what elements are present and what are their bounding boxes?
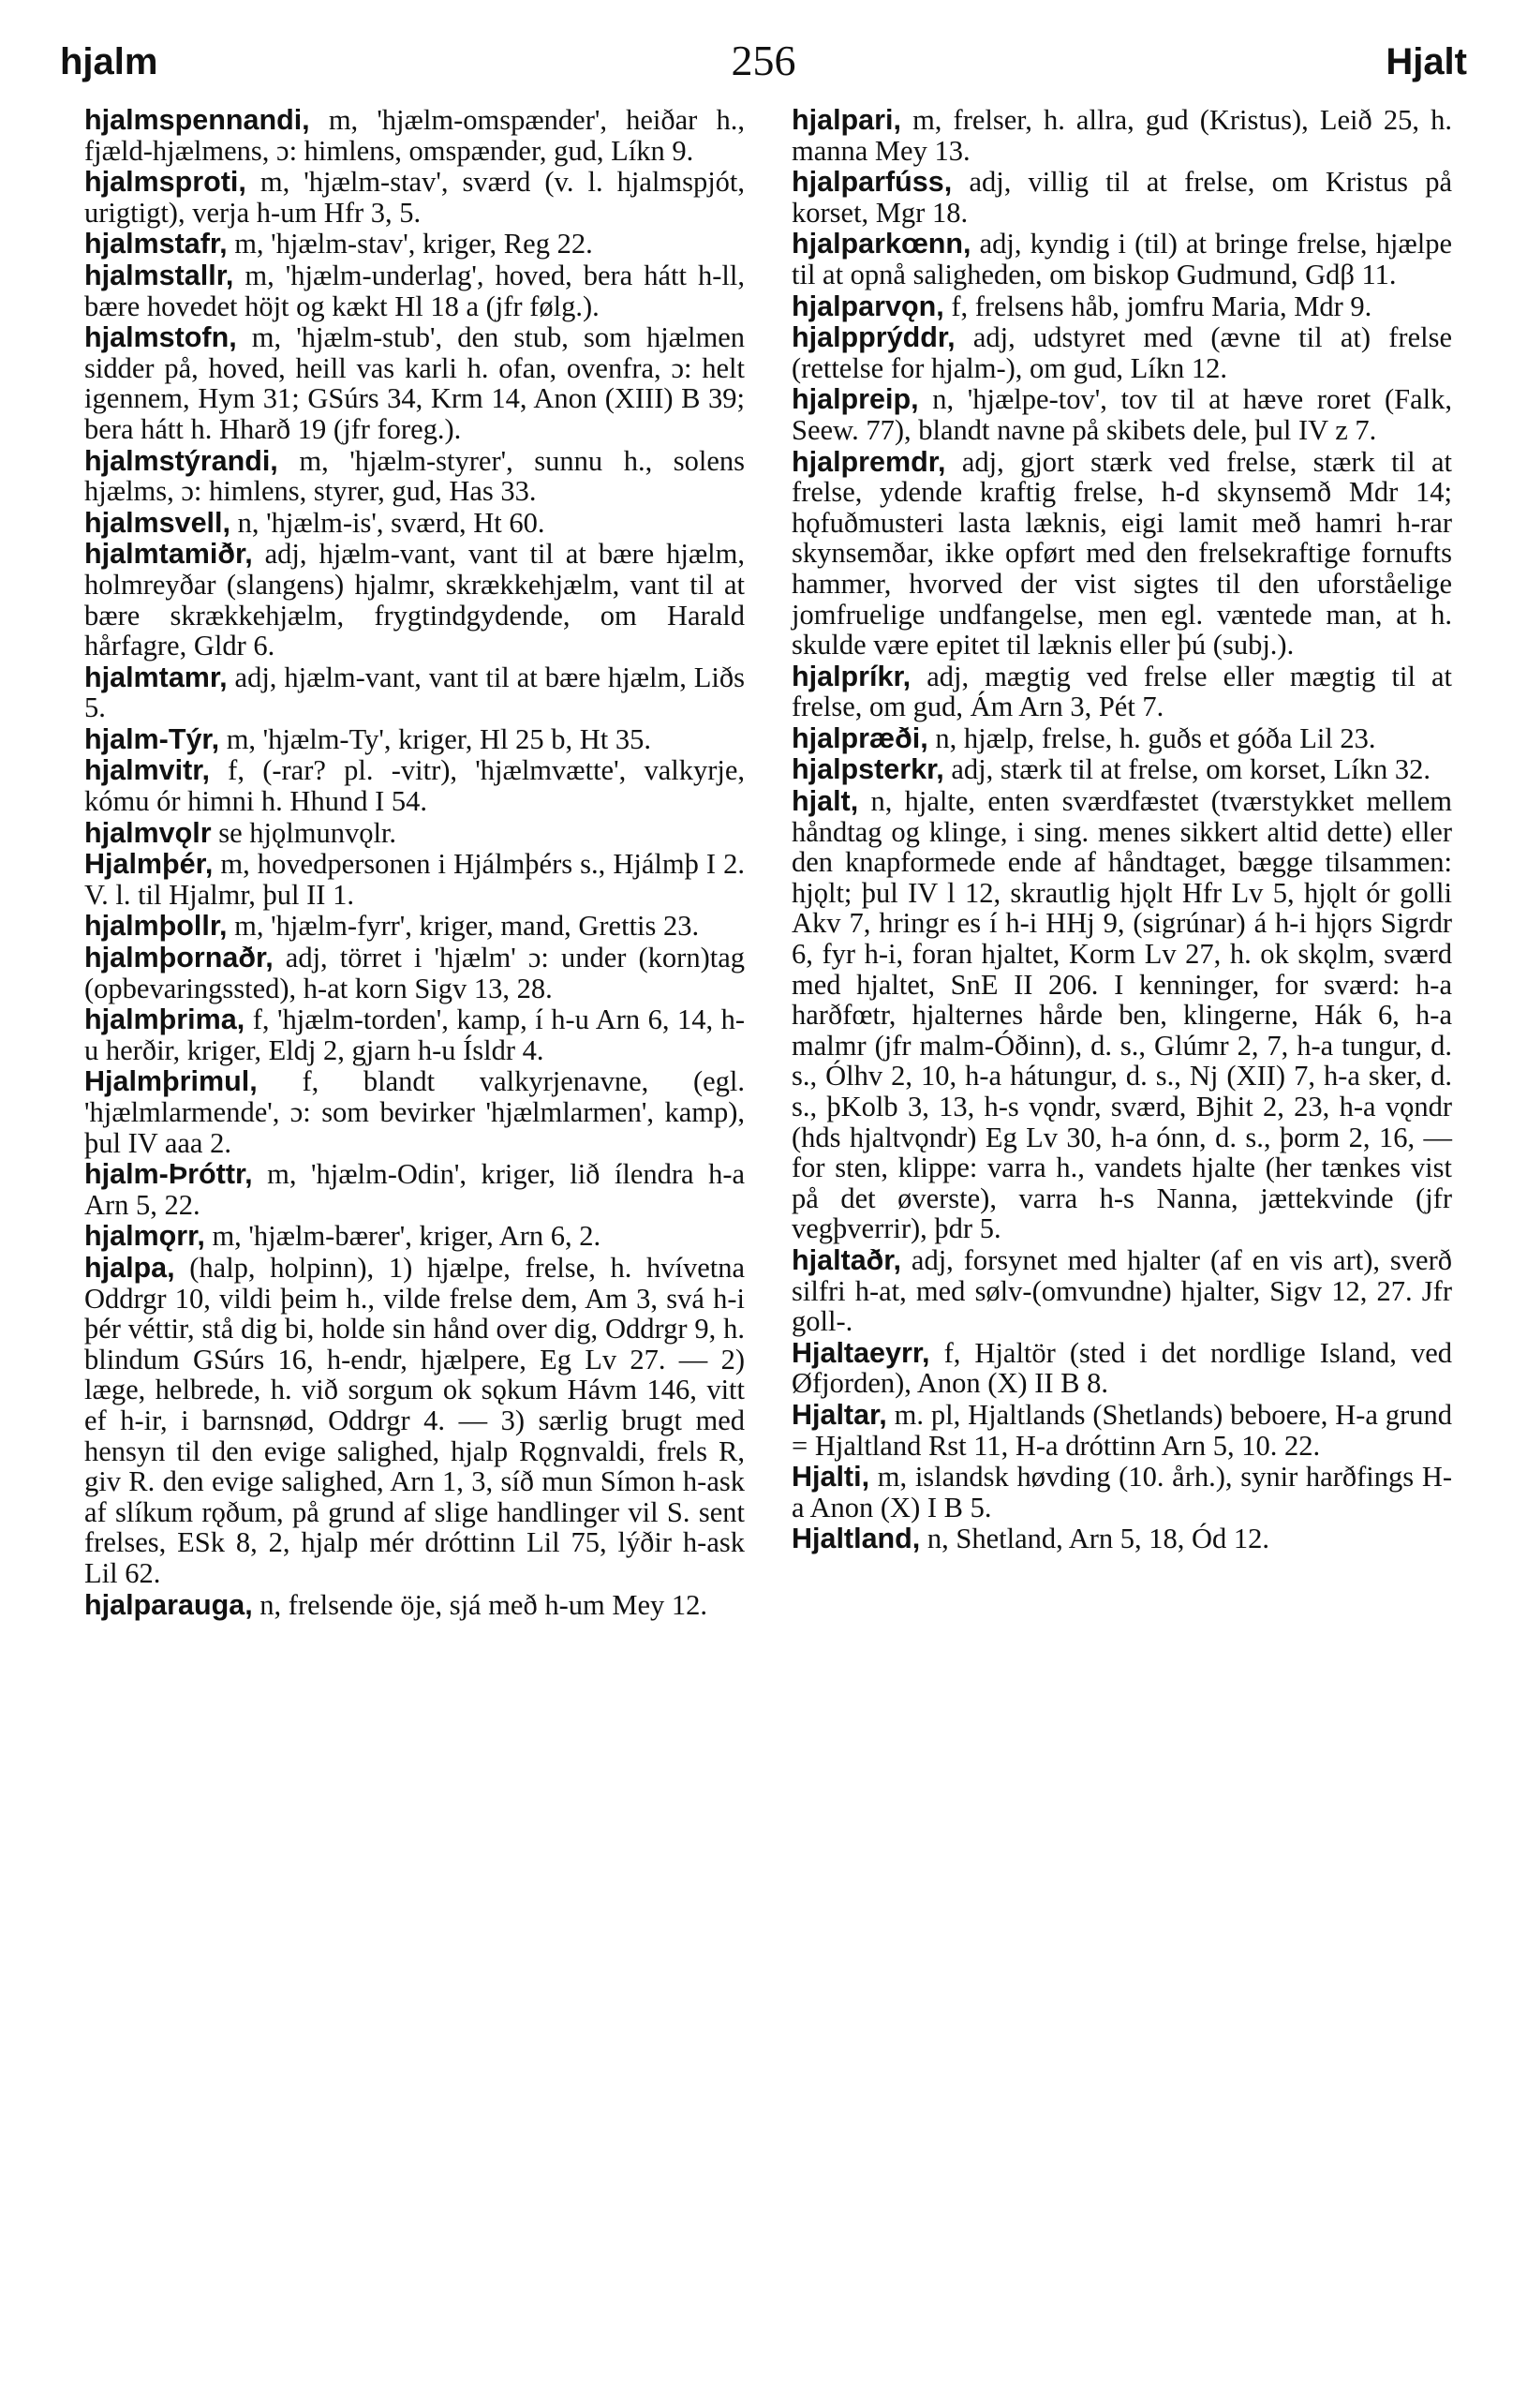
dictionary-entry xyxy=(792,1245,1452,1337)
entry-headword: hjalmþrima, xyxy=(84,1003,245,1036)
entry-definition: n, hjalte, enten sværdfæstet (tværstykket mellem håndtag og klinge, i sing. menes sikkert altid dette) eller den knapformede ende af håndtaget, bægge tilsammen: hjǫlt; þul IV l 12, skrautlig hjǫlt Hfr Lv 5, hjǫlt ór golli Akv 7, hringr es í h-i HHj 9, (sigrúnar) á h-i hjǫrs Sigrdr 6, fyr h-i, foran hjaltet, Korm Lv 27, h. ok skǫlm, sværd med hjaltet, SnE II 206. I kenninger, for sværd: h-a harðfœtr, hjalternes hårde ben, klingerne, Hák 6, h-a malmr (jfr malm-Óðinn), d. s., Glúmr 2, 7, h-a tungur, d. s., Ólhv 2, 10, h-a hátungur, d. s., Nj (XII) 7, h-a sker, d. s., þKolb 3, 13, h-s vǫndr, sværd, Bjhit 2, 23, h-a vǫndr (hds hjaltvǫndr) Eg Lv 30, h-a ónn, d. s., þorm 2, 16, — for sten, klippe: varra h., vandets hjalte (her tænkes vist på det øverste), varra h-s Nanna, jættekvinde (jfr vegþverrir), þdr 5. xyxy=(792,785,1452,1245)
entry-definition: m. pl, Hjaltlands (Shetlands) beboere, H-a grund = Hjaltland Rst 11, H-a dróttinn Arn 5, 10. 22. xyxy=(792,1398,1452,1462)
entry-definition: m, 'hjælm-stub', den stub, som hjælmen sidder på, hoved, heill vas karli h. ofan, ovenfra, ɔ: helt igennem, Hym 31; GSúrs 34, Krm 14, Anon (XIII) B 39; bera hátt h. Hharð 19 (jfr foreg.). xyxy=(84,321,746,445)
dictionary-entry xyxy=(84,446,745,507)
page-header xyxy=(60,36,1467,101)
dictionary-entry xyxy=(84,1066,745,1158)
dictionary-entry xyxy=(84,105,745,166)
entry-definition: adj, kyndig i (til) at bringe frelse, hjælpe til at opnå saligheden, om biskop Gudmund, Gdβ 11. xyxy=(792,228,1453,290)
right-column xyxy=(792,105,1452,1621)
left-column xyxy=(84,105,745,1621)
dictionary-entry xyxy=(84,1004,745,1065)
entry-headword: hjalpprýddr, xyxy=(792,321,956,354)
dictionary-entry xyxy=(792,384,1452,445)
entry-headword: hjalmsvell, xyxy=(84,506,230,539)
entry-headword: hjalmstafr, xyxy=(84,228,228,260)
dictionary-entry xyxy=(792,229,1452,290)
dictionary-entry xyxy=(792,786,1452,1244)
entry-headword: Hjalmþrimul, xyxy=(84,1065,258,1098)
entry-definition: se hjǫlmunvǫlr. xyxy=(218,816,397,849)
entry-definition: m, 'hjælm-Ty', kriger, Hl 25 b, Ht 35. xyxy=(226,722,651,755)
entry-definition: m, 'hjælm-Odin', kriger, lið ílendra h-a Arn 5, 22. xyxy=(84,1158,746,1221)
entry-definition: adj, mægtig ved frelse eller mægtig til at frelse, om gud, Ám Arn 3, Pét 7. xyxy=(792,660,1453,723)
entry-definition: m, 'hjælm-omspænder', heiðar h., fjæld-hjælmens, ɔ: himlens, omspænder, gud, Líkn 9. xyxy=(84,104,745,167)
entry-headword: hjalm-Þróttr, xyxy=(84,1158,253,1191)
entry-headword: hjalpremdr, xyxy=(792,445,946,478)
entry-headword: Hjalti, xyxy=(792,1461,870,1494)
dictionary-entry xyxy=(84,755,745,816)
entry-definition: adj, forsynet med hjalter (af en vis art), sverð silfri h-at, med sølv-(omvundne) hjalter, Sigv 12, 27. Jfr goll-. xyxy=(792,1243,1452,1338)
dictionary-entry xyxy=(84,1221,745,1252)
entry-definition: n, Shetland, Arn 5, 18, Ód 12. xyxy=(927,1523,1270,1555)
entry-headword: hjalt, xyxy=(792,785,859,818)
dictionary-entry xyxy=(792,322,1452,383)
entry-definition: (halp, holpinn), 1) hjælpe, frelse, h. hvívetna Oddrgr 10, vildi þeim h., vilde frelse dem, Am 3, svá h-i þér véttir, stå dig bi, holde sin hånd over dig, Oddrgr 9, h. blindum GSúrs 16, h-endr, hjælpere, Eg Lv 27. — 2) læge, helbrede, h. við sorgum ok sǫkum Hávm 146, vitt ef h-ir, i barnsnød, Oddrgr 4. — 3) særlig brugt med hensyn til den evige salighed, hjalp Rǫgnvaldi, frels R, giv R. den evige salighed, Arn 1, 3, síð mun Símon h-ask af slíkum rǫðum, på grund af slige handlinger vil S. sent frelses, ESk 8, 2, hjalp mér dróttinn Lil 75, lýðir h-ask Lil 62. xyxy=(84,1251,746,1589)
entry-definition: m, hovedpersonen i Hjálmþérs s., Hjálmþ I 2. V. l. til Hjalmr, þul II 1. xyxy=(84,848,746,911)
dictionary-entry xyxy=(84,1159,745,1220)
entry-definition: adj, hjælm-vant, vant til at bære hjælm, holmreyðar (slangens) hjalmr, skrækkehjælm, vant til at bære skrækkehjælm, frygtindgydende, om Harald hårfagre, Gldr 6. xyxy=(84,538,745,662)
entry-definition: n, frelsende öje, sjá með h-um Mey 12. xyxy=(259,1588,708,1621)
dictionary-entry xyxy=(792,291,1452,322)
entry-definition: m, 'hjælm-fyrr', kriger, mand, Grettis 23. xyxy=(234,910,700,943)
entry-headword: hjalmsproti, xyxy=(84,166,246,199)
dictionary-entry xyxy=(84,818,745,849)
dictionary-entry xyxy=(792,1462,1452,1523)
entry-headword: hjalparkœnn, xyxy=(792,228,971,260)
text-columns xyxy=(84,105,1452,1621)
dictionary-entry xyxy=(84,167,745,228)
entry-headword: hjalpa, xyxy=(84,1251,175,1284)
entry-definition: n, hjælp, frelse, h. guðs et góða Lil 23. xyxy=(935,721,1376,754)
dictionary-entry xyxy=(792,661,1452,722)
entry-definition: adj, udstyret med (ævne til at) frelse (rettelse for hjalm-), om gud, Líkn 12. xyxy=(792,321,1452,384)
entry-definition: m, 'hjælm-underlag', hoved, bera hátt h-ll, bære hovedet höjt og kækt Hl 18 a (jfr følg.). xyxy=(84,259,745,322)
entry-definition: m, 'hjælm-styrer', sunnu h., solens hjælms, ɔ: himlens, styrer, gud, Has 33. xyxy=(84,444,746,508)
dictionary-entry xyxy=(84,1253,745,1589)
entry-headword: hjalparvǫn, xyxy=(792,290,944,322)
entry-headword: hjalpræði, xyxy=(792,721,928,754)
entry-definition: adj, törret i 'hjælm' ɔ: under (korn)tag (opbevaringssted), h-at korn Sigv 13, 28. xyxy=(84,942,746,1004)
entry-headword: hjalmstýrandi, xyxy=(84,444,278,477)
entry-headword: hjalmþollr, xyxy=(84,910,228,943)
dictionary-entry xyxy=(84,260,745,321)
dictionary-entry xyxy=(84,322,745,444)
entry-definition: m, 'hjælm-bærer', kriger, Arn 6, 2. xyxy=(212,1220,601,1253)
entry-headword: hjalmǫrr, xyxy=(84,1220,205,1253)
entry-headword: hjalmtamiðr, xyxy=(84,538,253,571)
entry-definition: n, 'hjælpe-tov', tov til at hæve roret (Falk, Seew. 77), blandt navne på skibets dele, þul IV z 7. xyxy=(792,383,1452,446)
entry-headword: hjalparfúss, xyxy=(792,166,953,199)
entry-headword: Hjaltland, xyxy=(792,1523,921,1555)
entry-definition: adj, villig til at frelse, om Kristus på korset, Mgr 18. xyxy=(792,166,1453,229)
entry-headword: hjalpríkr, xyxy=(792,660,912,692)
dictionary-entry xyxy=(792,754,1452,785)
entry-headword: hjaltaðr, xyxy=(792,1243,901,1276)
dictionary-entry xyxy=(84,1590,745,1621)
entry-definition: f, frelsens håb, jomfru Maria, Mdr 9. xyxy=(951,290,1372,322)
dictionary-entry xyxy=(84,911,745,942)
entry-headword: hjalpsterkr, xyxy=(792,753,944,786)
entry-definition: n, 'hjælm-is', sværd, Ht 60. xyxy=(237,506,545,539)
entry-headword: Hjaltaeyrr, xyxy=(792,1336,930,1369)
entry-headword: hjalpreip, xyxy=(792,383,919,416)
dictionary-entry xyxy=(84,229,745,260)
dictionary-entry xyxy=(792,723,1452,754)
dictionary-entry xyxy=(792,1338,1452,1399)
dictionary-entry xyxy=(792,1524,1452,1554)
page-number: 256 xyxy=(731,37,796,84)
entry-headword: hjalmtamr, xyxy=(84,661,228,693)
entry-headword: hjalmspennandi, xyxy=(84,104,310,136)
entry-headword: hjalmstallr, xyxy=(84,259,234,291)
entry-definition: f, blandt valkyrjenavne, (egl. 'hjælmlarmende', ɔ: som bevirker 'hjælmlarmen', kamp), þul IV aaa 2. xyxy=(84,1065,745,1159)
entry-headword: hjalm-Týr, xyxy=(84,722,220,755)
entry-definition: f, (-rar? pl. -vitr), 'hjælmvætte', valkyrje, kómu ór himni h. Hhund I 54. xyxy=(84,754,746,818)
entry-definition: f, Hjaltör (sted i det nordlige Island, ved Øfjorden), Anon (X) II B 8. xyxy=(792,1336,1452,1400)
entry-definition: adj, gjort stærk ved frelse, stærk til at frelse, ydende kraftig frelse, h-d skynsemð Mdr 14; hǫfuðmusteri lasta læknis, eigi lamit með hamri h-rar skynsemðar, ikke opført med den frelsekraftige fornufts hammer, hvorved der vist sigtes til den uforståelige jomfruelige undfangelse, men egl. væntede man, at h. skulde være epitet til læknis eller þú (subj.). xyxy=(792,445,1452,661)
dictionary-entry xyxy=(792,447,1452,661)
dictionary-entry xyxy=(84,662,745,723)
dictionary-entry xyxy=(792,105,1452,166)
dictionary-entry xyxy=(84,849,745,910)
dictionary-entry xyxy=(792,1400,1452,1461)
entry-headword: hjalparauga, xyxy=(84,1588,253,1621)
entry-definition: m, islandsk høvding (10. årh.), synir harðfings H-a Anon (X) I B 5. xyxy=(792,1461,1453,1524)
dictionary-entry xyxy=(84,508,745,539)
left-running-headword: hjalm xyxy=(60,41,158,82)
entry-headword: hjalmstofn, xyxy=(84,321,237,354)
entry-headword: Hjalmþér, xyxy=(84,848,214,881)
entry-headword: hjalmvǫlr xyxy=(84,816,212,849)
entry-definition: f, 'hjælm-torden', kamp, í h-u Arn 6, 14, h-u herðir, kriger, Eldj 2, gjarn h-u Ísldr 4. xyxy=(84,1003,746,1066)
entry-definition: adj, hjælm-vant, vant til at bære hjælm, Liðs 5. xyxy=(84,661,746,724)
entry-headword: hjalpari, xyxy=(792,104,901,136)
entry-headword: hjalmþornaðr, xyxy=(84,942,274,974)
entry-definition: adj, stærk til at frelse, om korset, Líkn 32. xyxy=(951,753,1431,786)
dictionary-entry xyxy=(84,943,745,1003)
right-running-headword: Hjalt xyxy=(1386,41,1467,82)
dictionary-entry xyxy=(84,724,745,755)
entry-definition: m, frelser, h. allra, gud (Kristus), Leið 25, h. manna Mey 13. xyxy=(792,104,1453,167)
dictionary-entry xyxy=(792,167,1452,228)
dictionary-entry xyxy=(84,539,745,661)
entry-headword: hjalmvitr, xyxy=(84,754,210,787)
entry-headword: Hjaltar, xyxy=(792,1398,887,1431)
entry-definition: m, 'hjælm-stav', sværd (v. l. hjalmspjót, urigtigt), verja h-um Hfr 3, 5. xyxy=(84,166,746,229)
entry-definition: m, 'hjælm-stav', kriger, Reg 22. xyxy=(234,228,593,260)
